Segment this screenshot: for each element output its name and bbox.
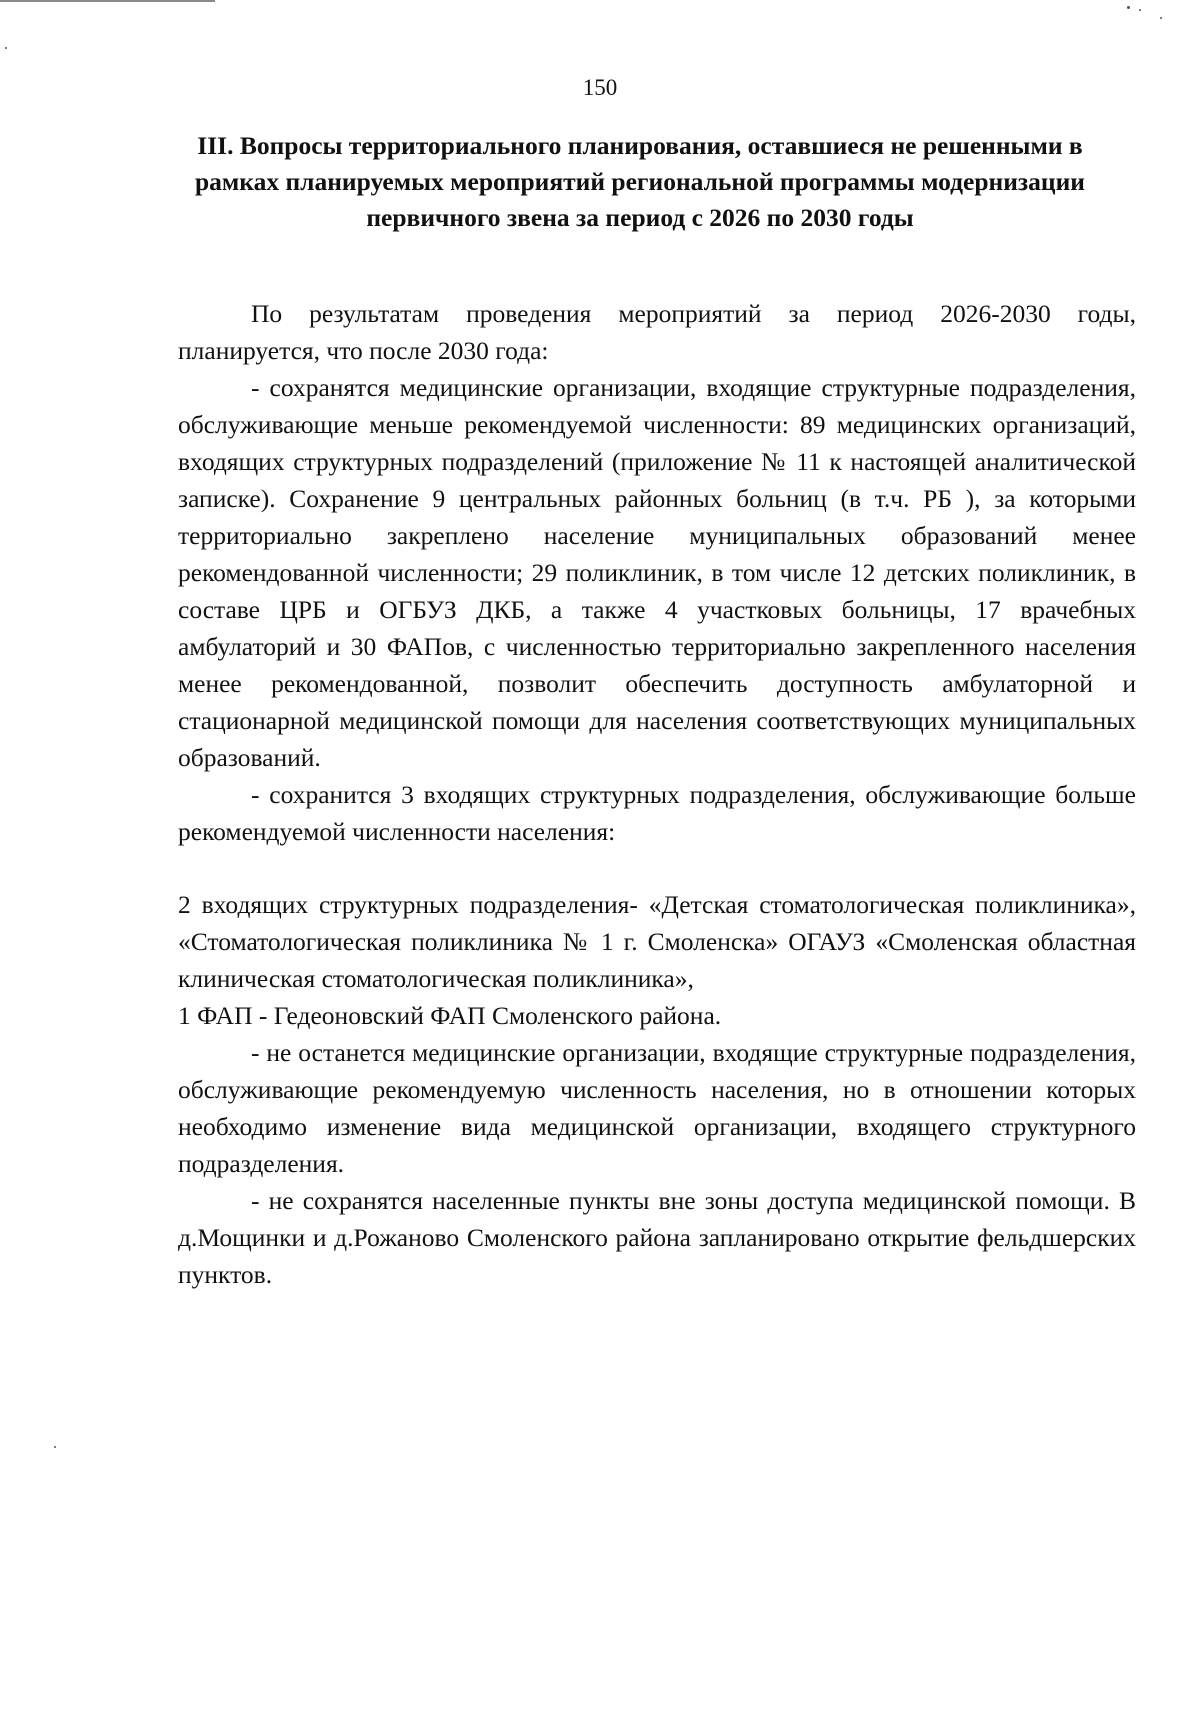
scan-speck bbox=[1127, 6, 1130, 9]
paragraph-item-4: - не сохранятся населенные пункты вне зоны доступа медицинской помощи. В д.Мощинки и д.Рожаново Смоленского района запланировано открытие фельдшерских пунктов. bbox=[178, 1186, 1136, 1289]
page-number: 150 bbox=[582, 75, 618, 100]
paragraph-item-1: - сохранятся медицинские организации, входящие структурные подразделения, обслуживающие меньше рекомендуемой численности: 89 медицинских организаций, входящих структурных подразделений (приложение № 11 к настоящей аналитической записке). Сохранение 9 центральных районных больниц (в т.ч. РБ ), за которыми территориально закреплено население муниципальных образований менее рекомендованной численности; 29 поликлиник, в том числе 12 детских поликлиник, в составе ЦРБ и ОГБУЗ ДКБ, а также 4 участковых больницы, 17 врачебных амбулаторий и 30 ФАПов, с численностью территориально закрепленного населения менее рекомендованной, позволит обеспечить доступность амбулаторной и стационарной медицинской помощи для населения соответствующих муниципальных образований. bbox=[178, 373, 1136, 772]
section-heading: III. Вопросы территориального планирования, оставшиеся не решенными в рамках планируемых мероприятий региональной программы модернизации первичного звена за период с 2026 по 2030 годы bbox=[195, 131, 1085, 232]
paragraph-item-3: - не останется медицинские организации, входящие структурные подразделения, обслуживающие рекомендуемую численность населения, но в отношении которых необходимо изменение вида медицинской организации, входящего структурного подразделения. bbox=[178, 1038, 1136, 1178]
paragraph-subitem-2: 1 ФАП - Гедеоновский ФАП Смоленского района. bbox=[178, 1001, 722, 1030]
paragraph-spacer bbox=[178, 850, 1136, 886]
scan-edge-line bbox=[0, 0, 215, 2]
scan-speck bbox=[54, 1446, 56, 1448]
paragraph-intro: По результатам проведения мероприятий за период 2026-2030 годы, планируется, что после 2030 года: bbox=[178, 299, 1136, 365]
scan-speck bbox=[1160, 17, 1162, 19]
paragraph-item-2: - сохранится 3 входящих структурных подразделения, обслуживающие больше рекомендуемой численности населения: bbox=[178, 780, 1136, 846]
paragraph-subitem-1: 2 входящих структурных подразделения- «Детская стоматологическая поликлиника», «Стоматологическая поликлиника № 1 г. Смоленска» ОГАУЗ «Смоленская областная клиническая стоматологическая поликлиника», bbox=[178, 890, 1136, 993]
document-body bbox=[178, 295, 1136, 1293]
scan-speck bbox=[5, 47, 7, 49]
scan-speck bbox=[1139, 9, 1141, 11]
